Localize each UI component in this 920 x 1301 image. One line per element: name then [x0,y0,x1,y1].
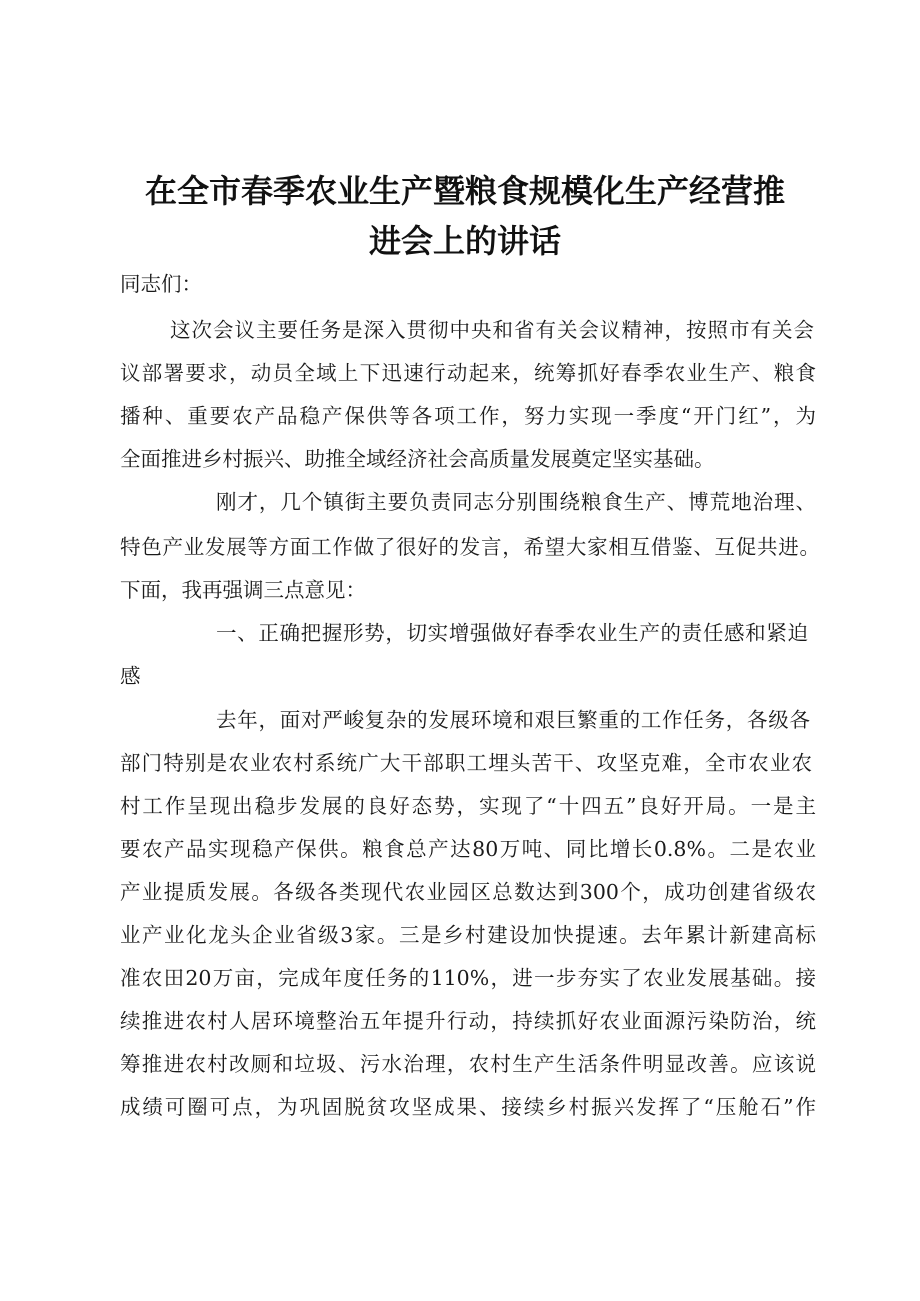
paragraph-3-line-7: 准农田20万亩，完成年度任务的110%，进一步夯实了农业发展基础。接 [120,966,816,990]
paragraph-3-line-9: 筹推进农村改厕和垃圾、污水治理，农村生产生活条件明显改善。应该说 [120,1052,816,1076]
paragraph-3-line-5: 产业提质发展。各级各类现代农业园区总数达到300个，成功创建省级农 [120,880,816,904]
paragraph-3-line-3: 村工作呈现出稳步发展的良好态势，实现了“十四五”良好开局。一是主 [120,794,816,818]
paragraph-3-line-8: 续推进农村人居环境整治五年提升行动，持续抓好农业面源污染防治，统 [120,1009,816,1033]
salutation: 同志们： [120,272,202,296]
paragraph-3-line-4: 要农产品实现稳产保供。粮食总产达80万吨、同比增长0.8%。二是农业 [120,837,816,861]
paragraph-1-line-2: 议部署要求，动员全域上下迅速行动起来，统筹抓好春季农业生产、粮食 [120,361,816,385]
paragraph-2-line-3: 下面，我再强调三点意见： [120,578,366,602]
section-heading-line-2: 感 [120,664,141,688]
paragraph-1-line-1: 这次会议主要任务是深入贯彻中央和省有关会议精神，按照市有关会 [170,318,814,342]
paragraph-1-line-4: 全面推进乡村振兴、助推全域经济社会高质量发展奠定坚实基础。 [120,447,715,471]
paragraph-2-line-1: 刚才，几个镇街主要负责同志分别围绕粮食生产、博荒地治理、 [216,490,816,514]
paragraph-3-line-1: 去年，面对严峻复杂的发展环境和艰巨繁重的工作任务，各级各 [216,708,810,732]
document-title-line-1: 在全市春季农业生产暨粮食规模化生产经营推 [144,172,785,210]
section-heading-line-1: 一、正确把握形势，切实增强做好春季农业生产的责任感和紧迫 [216,621,808,645]
paragraph-1-line-3: 播种、重要农产品稳产保供等各项工作，努力实现一季度“开门红”，为 [120,404,816,428]
document-title-line-2: 进会上的讲话 [368,222,561,260]
paragraph-3-line-2: 部门特别是农业农村系统广大干部职工埋头苦干、攻坚克难，全市农业农 [120,751,812,775]
paragraph-2-line-2: 特色产业发展等方面工作做了很好的发言，希望大家相互借鉴、互促共进。 [120,535,820,559]
paragraph-3-line-6: 业产业化龙头企业省级3家。三是乡村建设加快提速。去年累计新建高标 [120,923,816,947]
paragraph-3-line-10: 成绩可圈可点，为巩固脱贫攻坚成果、接续乡村振兴发挥了“压舱石”作 [120,1095,816,1119]
